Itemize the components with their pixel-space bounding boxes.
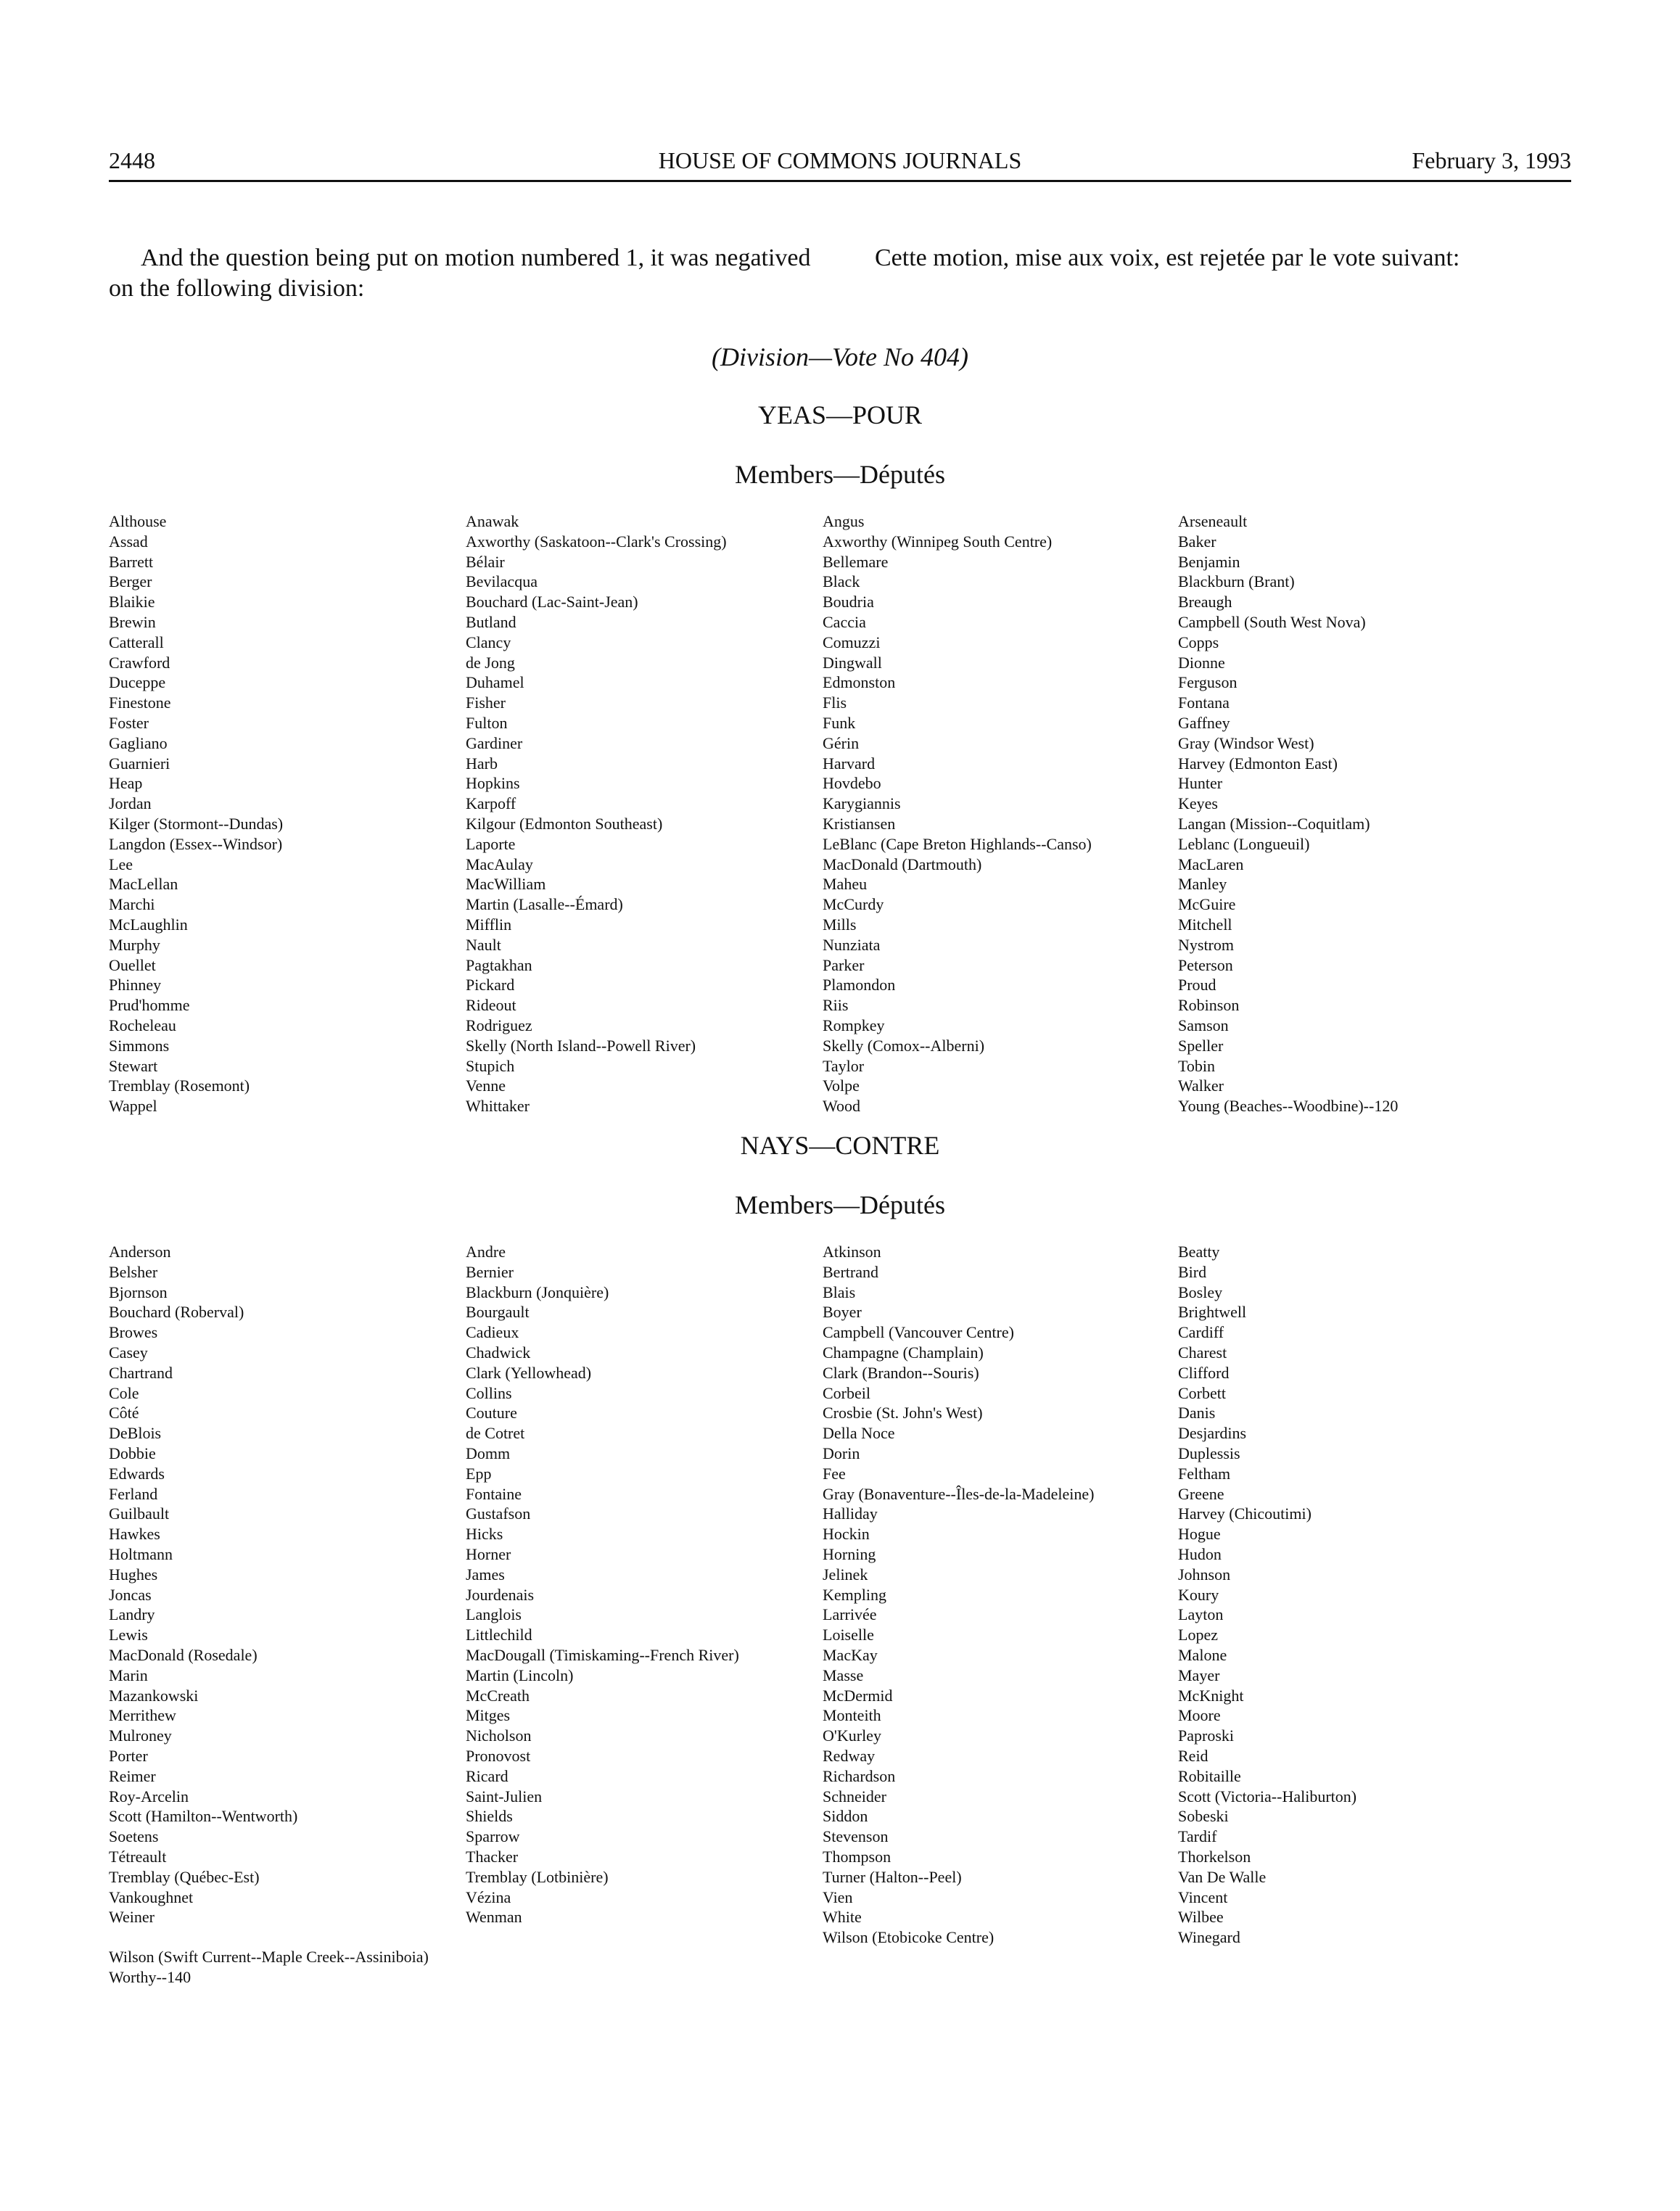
member-name: Gustafson (466, 1504, 531, 1523)
member-name: Bjornson (109, 1282, 168, 1301)
member-name: Kristiansen (823, 814, 896, 833)
member-name: Pronovost (466, 1746, 531, 1765)
member-name: Roy-Arcelin (109, 1787, 189, 1806)
member-name: Hogue (1178, 1525, 1221, 1544)
member-name: Hunter (1178, 774, 1223, 793)
member-name: Fee (823, 1464, 846, 1483)
member-name: Holtmann (109, 1544, 173, 1563)
member-name: Jordan (109, 794, 152, 813)
member-name: Karygiannis (823, 794, 901, 813)
member-name: Langan (Mission--Coquitlam) (1178, 814, 1370, 833)
member-name: Clark (Brandon--Souris) (823, 1363, 979, 1382)
member-name: Andre (466, 1243, 506, 1261)
member-name: Lee (109, 855, 133, 873)
member-name: Duceppe (109, 673, 166, 692)
member-name: Peterson (1178, 955, 1233, 974)
member-name: McCurdy (823, 895, 884, 914)
member-name: Corbeil (823, 1383, 870, 1402)
member-name: Ricard (466, 1766, 508, 1785)
member-name: Boyer (823, 1303, 862, 1322)
member-name: Mulroney (109, 1726, 172, 1745)
member-name: Bird (1178, 1262, 1207, 1281)
member-name: Copps (1178, 633, 1219, 651)
member-name: MacDonald (Rosedale) (109, 1645, 258, 1664)
member-name: Tobin (1178, 1056, 1216, 1075)
member-name: Thompson (823, 1847, 892, 1866)
member-name: Harvey (Chicoutimi) (1178, 1504, 1312, 1523)
member-name: Catterall (109, 633, 164, 651)
member-name: Gray (Bonaventure--Îles-de-la-Madeleine) (823, 1484, 1095, 1503)
member-name: Paproski (1178, 1726, 1234, 1745)
member-name: Bevilacqua (466, 572, 538, 591)
intro-english: And the question being put on motion numbered 1, it was negatived on the following division: (109, 244, 811, 302)
member-name: Leblanc (Longueuil) (1178, 834, 1310, 853)
journal-date: February 3, 1993 (1412, 147, 1571, 173)
yeas-column (466, 511, 727, 1116)
member-name: Gérin (823, 733, 860, 752)
member-name: Schneider (823, 1787, 886, 1806)
member-name: Tremblay (Rosemont) (109, 1076, 250, 1095)
member-name: McGuire (1178, 895, 1236, 914)
member-name: Ferland (109, 1484, 158, 1503)
member-name: Nault (466, 935, 501, 954)
member-name: Stevenson (823, 1827, 889, 1846)
member-name: Dobbie (109, 1444, 156, 1462)
member-name: Funk (823, 713, 856, 732)
member-name: Winegard (1178, 1928, 1240, 1947)
member-name: Althouse (109, 512, 167, 530)
member-name: McDermid (823, 1686, 893, 1705)
member-name: Mayer (1178, 1666, 1220, 1684)
member-name: Marchi (109, 895, 155, 914)
member-name: Scott (Hamilton--Wentworth) (109, 1807, 298, 1826)
member-name: James (466, 1565, 505, 1584)
member-name: Blaikie (109, 593, 155, 612)
yeas-column (823, 511, 1092, 1116)
member-name: Robitaille (1178, 1766, 1241, 1785)
member-name: Campbell (South West Nova) (1178, 612, 1366, 631)
member-name: Thorkelson (1178, 1847, 1251, 1866)
member-name: McLaughlin (109, 915, 188, 934)
member-name: Soetens (109, 1827, 159, 1846)
member-name: Speller (1178, 1036, 1224, 1055)
member-name: Parker (823, 955, 865, 974)
member-name: Hicks (466, 1525, 503, 1544)
member-name: Reimer (109, 1766, 156, 1785)
member-name: Angus (823, 512, 865, 530)
intro-french: Cette motion, mise aux voix, est rejetée par le vote suivant: (875, 244, 1460, 271)
member-name: Hudon (1178, 1544, 1222, 1563)
member-name: Sparrow (466, 1827, 520, 1846)
intro-paragraphs (109, 243, 1571, 304)
member-name: Turner (Halton--Peel) (823, 1867, 962, 1886)
member-name: Domm (466, 1444, 511, 1462)
member-name: Tardif (1178, 1827, 1217, 1846)
member-name: Bosley (1178, 1282, 1223, 1301)
page-number: 2448 (109, 147, 155, 173)
member-name: Baker (1178, 532, 1216, 551)
member-name: Benjamin (1178, 552, 1240, 571)
member-name: Bélair (466, 552, 505, 571)
member-name: Hughes (109, 1565, 158, 1584)
member-name: Guilbault (109, 1504, 170, 1523)
member-name: Caccia (823, 612, 866, 631)
member-name: Brightwell (1178, 1303, 1247, 1322)
member-name: Proud (1178, 976, 1216, 995)
member-name: Manley (1178, 875, 1227, 894)
member-name: Edmonston (823, 673, 896, 692)
member-name: Barrett (109, 552, 154, 571)
member-name: Epp (466, 1464, 492, 1483)
member-name: Stewart (109, 1056, 158, 1075)
member-name: Wappel (109, 1097, 157, 1116)
member-name: Clark (Yellowhead) (466, 1363, 592, 1382)
member-name: Maheu (823, 875, 868, 894)
member-name: Heap (109, 774, 143, 793)
member-name: Charest (1178, 1343, 1227, 1362)
member-name: Gaffney (1178, 713, 1230, 732)
member-name: MacWilliam (466, 875, 546, 894)
member-name: Duplessis (1178, 1444, 1240, 1462)
member-name: Nicholson (466, 1726, 532, 1745)
member-name: Walker (1178, 1076, 1224, 1095)
member-name: Rodriguez (466, 1016, 532, 1034)
member-name: Langdon (Essex--Windsor) (109, 834, 283, 853)
nays-subtitle: Members—Députés (735, 1190, 945, 1219)
nays-column (109, 1242, 297, 1927)
journal-page (109, 145, 1571, 1988)
member-name: Mazankowski (109, 1686, 199, 1705)
member-name: Boudria (823, 593, 874, 612)
member-name: Hovdebo (823, 774, 881, 793)
member-name: Whittaker (466, 1097, 530, 1116)
member-name: Bourgault (466, 1303, 530, 1322)
member-name: Horning (823, 1544, 876, 1563)
member-name: Bellemare (823, 552, 889, 571)
member-name: Young (Beaches--Woodbine)--120 (1178, 1097, 1399, 1116)
member-name: Wood (823, 1097, 861, 1116)
member-name: Bertrand (823, 1262, 878, 1281)
member-name: MacDonald (Dartmouth) (823, 855, 982, 873)
member-name: Murphy (109, 935, 160, 954)
member-name: Feltham (1178, 1464, 1231, 1483)
yeas-column (109, 511, 283, 1116)
member-name: Martin (Lasalle--Émard) (466, 895, 623, 914)
member-name: Kempling (823, 1585, 886, 1604)
member-name: Flis (823, 693, 847, 712)
member-name: Rompkey (823, 1016, 885, 1034)
member-name: Blackburn (Jonquière) (466, 1282, 609, 1301)
member-name: Riis (823, 996, 849, 1015)
member-name: Layton (1178, 1605, 1224, 1624)
member-name: Anderson (109, 1243, 171, 1261)
member-name: Fisher (466, 693, 506, 712)
member-name: Bernier (466, 1262, 514, 1281)
member-name: Comuzzi (823, 633, 881, 651)
member-name: Desjardins (1178, 1424, 1247, 1443)
member-name: Danis (1178, 1404, 1216, 1422)
member-name: Wilbee (1178, 1908, 1224, 1927)
member-name: Ferguson (1178, 673, 1238, 692)
member-name: Redway (823, 1746, 876, 1765)
member-name: Karpoff (466, 794, 516, 813)
member-name: Richardson (823, 1766, 896, 1785)
member-name: Mills (823, 915, 857, 934)
nays-column (823, 1242, 1094, 1948)
member-name: Jelinek (823, 1565, 868, 1584)
member-name: Vien (823, 1887, 853, 1906)
member-name: Hopkins (466, 774, 520, 793)
member-name: Mifflin (466, 915, 512, 934)
member-name: Harvard (823, 754, 876, 773)
member-name: Fontana (1178, 693, 1230, 712)
member-name: Crosbie (St. John's West) (823, 1404, 983, 1422)
member-name: Samson (1178, 1016, 1229, 1034)
member-name: Duhamel (466, 673, 524, 692)
member-name: Foster (109, 713, 149, 732)
member-name: Côté (109, 1404, 139, 1422)
nays-column (466, 1242, 739, 1927)
member-name: Gray (Windsor West) (1178, 733, 1314, 752)
yeas-column (1178, 511, 1398, 1116)
member-name: Tremblay (Québec-Est) (109, 1867, 260, 1886)
member-name: Volpe (823, 1076, 860, 1095)
member-name: Belsher (109, 1262, 158, 1281)
member-name: Cardiff (1178, 1323, 1224, 1342)
member-name: O'Kurley (823, 1726, 881, 1745)
member-name: Hawkes (109, 1525, 160, 1544)
nays-trailing-list (109, 1947, 1571, 1988)
member-name: de Cotret (466, 1424, 525, 1443)
member-name: Wilson (Etobicoke Centre) (823, 1928, 995, 1947)
yeas-subtitle: Members—Députés (735, 460, 945, 489)
member-name: Rocheleau (109, 1016, 176, 1034)
journal-title: HOUSE OF COMMONS JOURNALS (658, 147, 1022, 173)
member-name: Butland (466, 612, 516, 631)
member-name: Horner (466, 1544, 511, 1563)
member-name: Browes (109, 1323, 158, 1342)
member-name: Van De Walle (1178, 1867, 1267, 1886)
member-name: Gardiner (466, 733, 523, 752)
member-name: Beatty (1178, 1243, 1220, 1261)
member-name: Crawford (109, 653, 170, 672)
member-name: Merrithew (109, 1706, 176, 1725)
member-name: McCreath (466, 1686, 530, 1705)
member-name: Plamondon (823, 976, 896, 995)
member-name: Mitges (466, 1706, 511, 1725)
member-name: Vincent (1178, 1887, 1228, 1906)
member-name: Harvey (Edmonton East) (1178, 754, 1338, 773)
member-name: LeBlanc (Cape Breton Highlands--Canso) (823, 834, 1092, 853)
member-name: Tremblay (Lotbinière) (466, 1867, 609, 1886)
member-name: Fulton (466, 713, 508, 732)
member-name: Pickard (466, 976, 515, 995)
member-name: Finestone (109, 693, 171, 712)
member-name: Couture (466, 1404, 517, 1422)
member-name: Cole (109, 1383, 139, 1402)
member-name: Phinney (109, 976, 162, 995)
member-name: Breaugh (1178, 593, 1232, 612)
member-name: Simmons (109, 1036, 170, 1055)
member-name: Chadwick (466, 1343, 531, 1362)
member-name: Marin (109, 1666, 148, 1684)
member-name: Chartrand (109, 1363, 173, 1382)
member-name: Della Noce (823, 1424, 895, 1443)
page-header (109, 145, 1571, 182)
nays-column (1178, 1242, 1356, 1948)
member-name: Sobeski (1178, 1807, 1229, 1826)
member-name: Taylor (823, 1056, 865, 1075)
member-name: Rideout (466, 996, 516, 1015)
member-name: Casey (109, 1343, 148, 1362)
member-name: Langlois (466, 1605, 522, 1624)
member-name: Venne (466, 1076, 506, 1095)
member-name: Koury (1178, 1585, 1219, 1604)
member-name: Nunziata (823, 935, 881, 954)
member-name: Blackburn (Brant) (1178, 572, 1295, 591)
member-name: Jourdenais (466, 1585, 535, 1604)
member-name: Masse (823, 1666, 864, 1684)
member-name: Guarnieri (109, 754, 170, 773)
member-name: Collins (466, 1383, 512, 1402)
member-name: Axworthy (Winnipeg South Centre) (823, 532, 1053, 551)
member-name: Lewis (109, 1626, 148, 1644)
member-name: Scott (Victoria--Haliburton) (1178, 1787, 1357, 1806)
member-name: Clifford (1178, 1363, 1230, 1382)
member-name: Martin (Lincoln) (466, 1666, 574, 1684)
member-name: Fontaine (466, 1484, 522, 1503)
member-name: Wenman (466, 1908, 522, 1927)
member-name: Keyes (1178, 794, 1218, 813)
member-name: Cadieux (466, 1323, 519, 1342)
member-name: Dingwall (823, 653, 882, 672)
member-name: Campbell (Vancouver Centre) (823, 1323, 1014, 1342)
member-name: Bouchard (Roberval) (109, 1303, 244, 1322)
member-name: DeBlois (109, 1424, 162, 1443)
yeas-member-list (109, 511, 1571, 1116)
member-name: Kilger (Stormont--Dundas) (109, 814, 284, 833)
member-name: Thacker (466, 1847, 519, 1866)
member-name: Loiselle (823, 1626, 874, 1644)
member-name: Laporte (466, 834, 516, 853)
member-name: Porter (109, 1746, 148, 1765)
member-name: MacAulay (466, 855, 533, 873)
member-name: Reid (1178, 1746, 1208, 1765)
member-name: Mitchell (1178, 915, 1232, 934)
member-name: MacDougall (Timiskaming--French River) (466, 1645, 739, 1664)
member-name: Pagtakhan (466, 955, 532, 974)
member-name: Skelly (North Island--Powell River) (466, 1036, 696, 1055)
member-name: Black (823, 572, 860, 591)
member-name: Bouchard (Lac-Saint-Jean) (466, 593, 638, 612)
member-name: Monteith (823, 1706, 881, 1725)
yeas-title: YEAS—POUR (757, 400, 923, 429)
member-name: Hockin (823, 1525, 870, 1544)
member-name: Skelly (Comox--Alberni) (823, 1036, 985, 1055)
member-name: McKnight (1178, 1686, 1244, 1705)
member-name: Shields (466, 1807, 513, 1826)
member-name: Lopez (1178, 1626, 1218, 1644)
member-name: Johnson (1178, 1565, 1231, 1584)
member-name: Landry (109, 1605, 155, 1624)
member-name: Vankoughnet (109, 1887, 194, 1906)
member-name: Larrivée (823, 1605, 877, 1624)
member-name: Malone (1178, 1645, 1227, 1664)
member-name: MacLellan (109, 875, 178, 894)
member-name: Joncas (109, 1585, 152, 1604)
member-name: Harb (466, 754, 498, 773)
member-name: Arseneault (1178, 512, 1248, 530)
member-name: Champagne (Champlain) (823, 1343, 984, 1362)
member-name: Kilgour (Edmonton Southeast) (466, 814, 663, 833)
member-name: Anawak (466, 512, 519, 530)
member-name: Worthy--140 (109, 1967, 192, 1986)
member-name: Dorin (823, 1444, 860, 1462)
member-name: Saint-Julien (466, 1787, 543, 1806)
member-name: Moore (1178, 1706, 1221, 1725)
member-name: Stupich (466, 1056, 515, 1075)
member-name: Wilson (Swift Current--Maple Creek--Assiniboia) (109, 1948, 429, 1966)
member-name: Tétreault (109, 1847, 167, 1866)
member-name: White (823, 1908, 862, 1927)
member-name: MacKay (823, 1645, 878, 1664)
member-name: Blais (823, 1282, 856, 1301)
nays-title: NAYS—CONTRE (740, 1131, 940, 1160)
member-name: Berger (109, 572, 152, 591)
member-name: Corbett (1178, 1383, 1226, 1402)
member-name: Halliday (823, 1504, 878, 1523)
member-name: Edwards (109, 1464, 165, 1483)
member-name: Ouellet (109, 955, 156, 974)
member-name: Greene (1178, 1484, 1224, 1503)
member-name: Weiner (109, 1908, 155, 1927)
member-name: MacLaren (1178, 855, 1244, 873)
member-name: Assad (109, 532, 148, 551)
member-name: Gagliano (109, 733, 168, 752)
member-name: Dionne (1178, 653, 1225, 672)
member-name: Robinson (1178, 996, 1240, 1015)
member-name: Brewin (109, 612, 156, 631)
member-name: de Jong (466, 653, 515, 672)
member-name: Atkinson (823, 1243, 881, 1261)
member-name: Siddon (823, 1807, 868, 1826)
member-name: Prud'homme (109, 996, 190, 1015)
member-name: Littlechild (466, 1626, 532, 1644)
division-heading: (Division—Vote No 404) (712, 342, 968, 371)
member-name: Axworthy (Saskatoon--Clark's Crossing) (466, 532, 727, 551)
member-name: Vézina (466, 1887, 511, 1906)
member-name: Clancy (466, 633, 511, 651)
nays-member-list (109, 1242, 1571, 1967)
member-name: Nystrom (1178, 935, 1234, 954)
